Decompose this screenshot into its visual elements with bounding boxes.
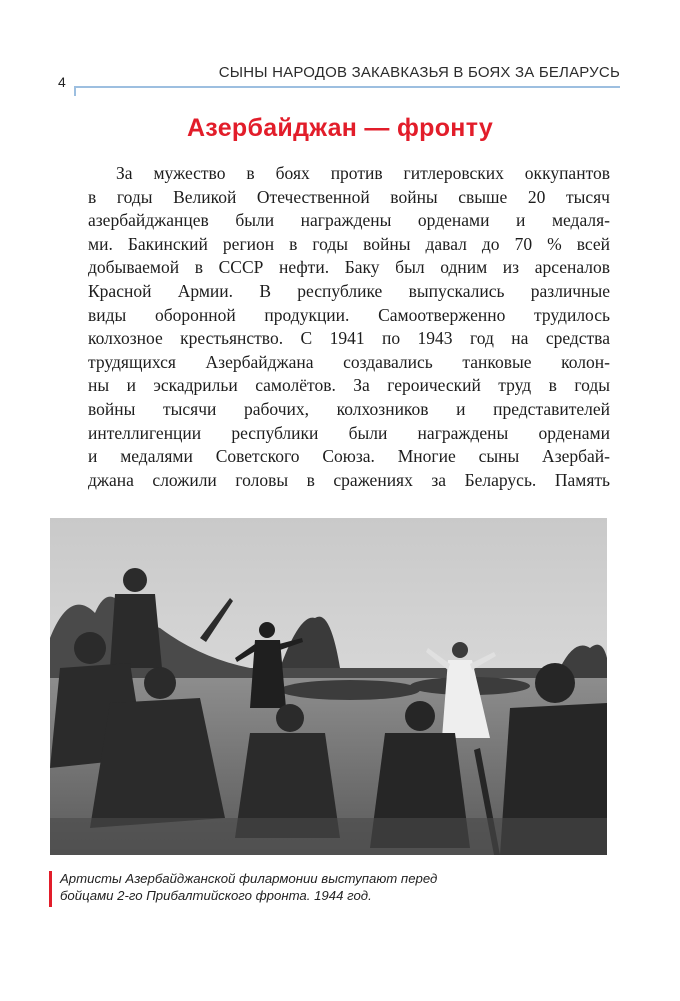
body-line: азербайджанцев были награждены орденами и медаля- xyxy=(88,210,610,231)
body-line: виды оборонной продукции. Самоотверженно трудилось xyxy=(88,304,610,325)
article-title: Азербайджан — фронту xyxy=(186,114,494,142)
historical-photo xyxy=(50,518,607,855)
body-line: колхозное крестьянство. С 1941 по 1943 год на средства xyxy=(88,328,610,349)
body-line: интеллигенции республики были награждены орденами xyxy=(88,422,610,443)
caption-accent-bar xyxy=(49,871,52,907)
caption-line: бойцами 2-го Прибалтийского фронта. 1944 год. xyxy=(60,888,372,903)
body-line: Красной Армии. В республике выпускались различные xyxy=(88,280,610,301)
body-line: ми. Бакинский регион в годы войны давал до 70 % всей xyxy=(88,233,610,254)
body-line: войны тысячи рабочих, колхозников и представителей xyxy=(88,398,610,419)
body-line: добываемой в СССР нефти. Баку был одним из арсеналов xyxy=(88,257,610,278)
header-rule xyxy=(74,86,620,88)
body-line: ны и эскадрильи самолётов. За героический труд в годы xyxy=(88,375,610,396)
caption-line: Артисты Азербайджанской филармонии выступают перед xyxy=(60,871,438,886)
body-line: и медалями Советского Союза. Многие сыны Азербай- xyxy=(88,446,610,467)
page-number: 4 xyxy=(58,74,66,90)
body-line: трудящихся Азербайджана создавались танковые колон- xyxy=(88,351,610,372)
running-title: СЫНЫ НАРОДОВ ЗАКАВКАЗЬЯ В БОЯХ ЗА БЕЛАРУСЬ xyxy=(218,64,620,81)
body-line: За мужество в боях против гитлеровских оккупантов xyxy=(116,163,610,183)
body-line: в годы Великой Отечественной войны свыше 20 тысяч xyxy=(88,186,610,207)
photo-caption xyxy=(60,870,480,904)
photo-illustration xyxy=(50,518,607,855)
body-line: джана сложили головы в сражениях за Беларусь. Память xyxy=(88,469,610,490)
header-rule-tick xyxy=(74,86,76,96)
article-body xyxy=(88,162,610,492)
